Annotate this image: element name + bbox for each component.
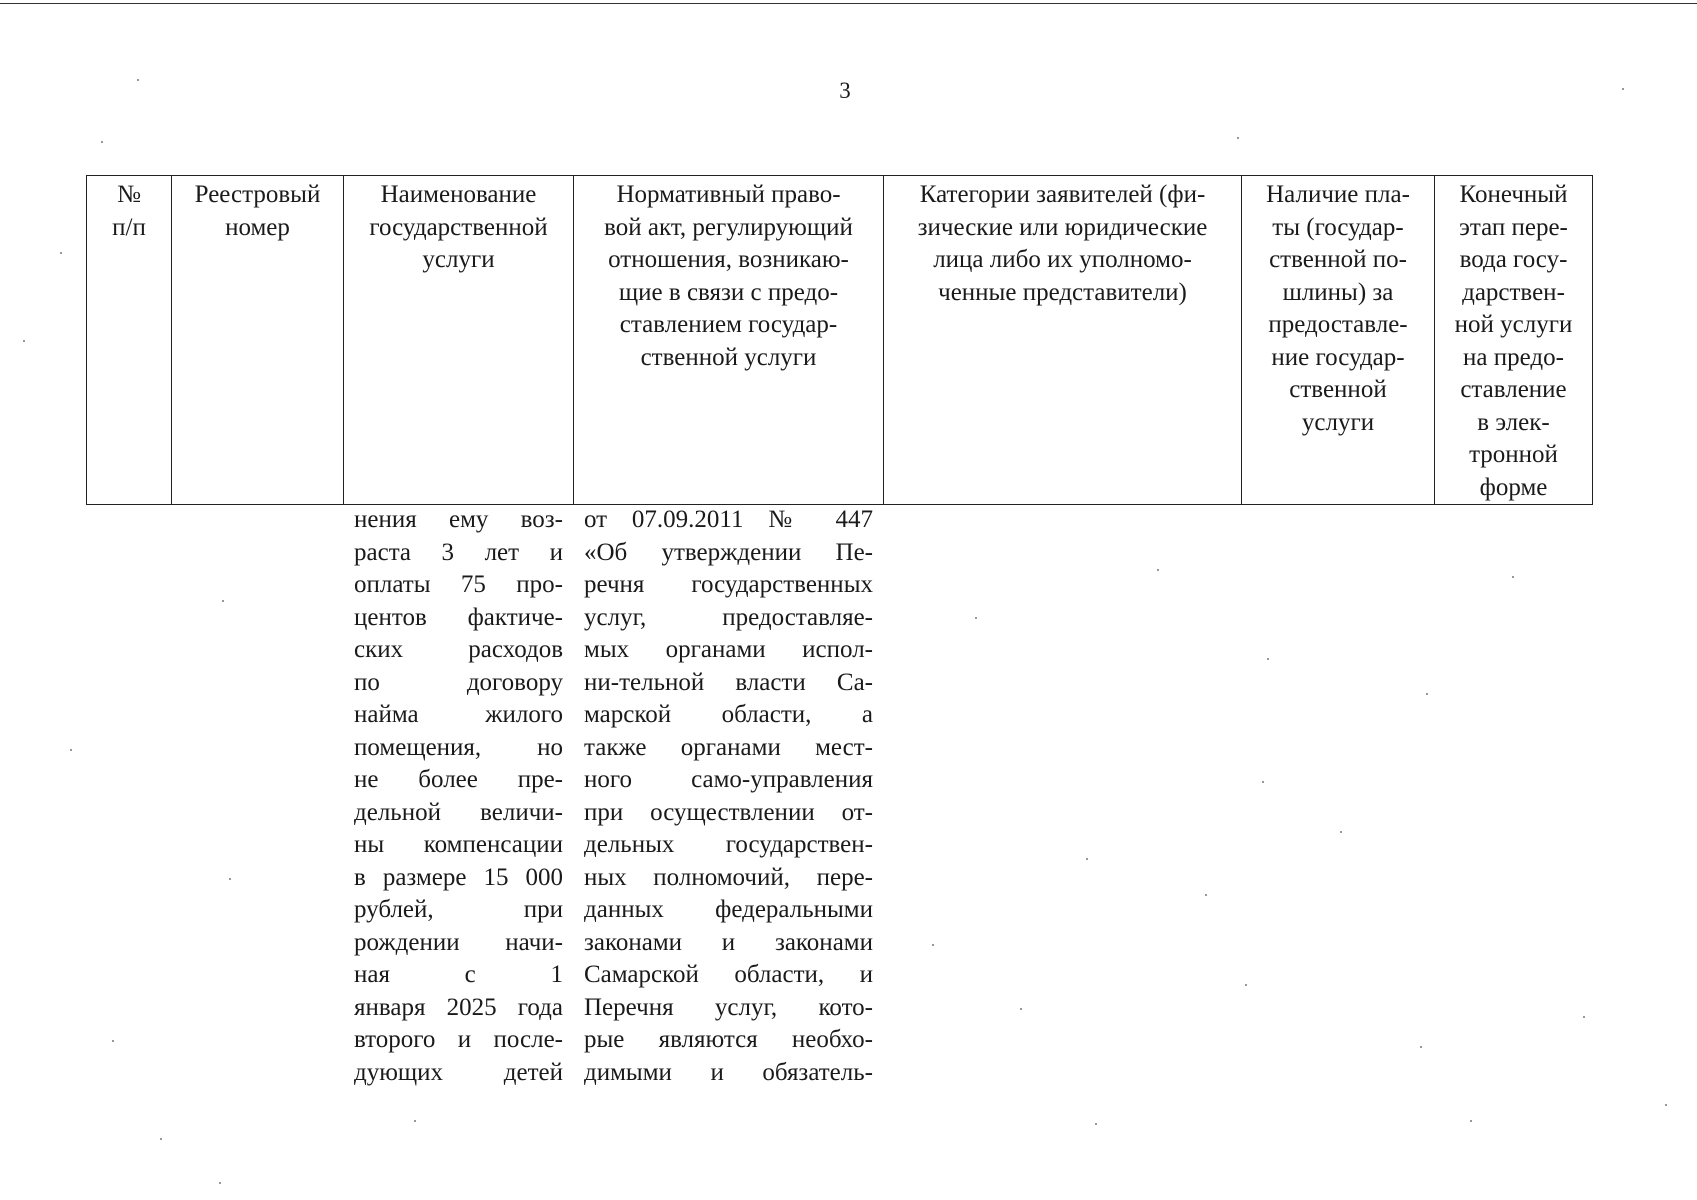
- header-line: лица либо их уполномо-: [933, 246, 1192, 273]
- header-line: ственной услуги: [640, 343, 817, 371]
- header-line: Категории заявителей (фи-: [919, 181, 1206, 208]
- legal-act-continuation: [584, 504, 873, 1089]
- text-line: оплаты 75 про-: [354, 571, 563, 598]
- header-number: [87, 176, 172, 505]
- scan-speck: [101, 141, 103, 143]
- text-line: второго и после-: [354, 1026, 563, 1053]
- header-line: вода госу-: [1459, 246, 1568, 273]
- header-line: ставление: [1460, 376, 1567, 403]
- scan-speck: [1583, 1016, 1585, 1018]
- registry-table: [86, 175, 1593, 505]
- scan-speck: [1095, 1123, 1097, 1125]
- header-line: Конечный: [1459, 181, 1568, 208]
- scan-speck: [1622, 88, 1624, 90]
- page-number: 3: [839, 78, 851, 103]
- scan-speck: [160, 1138, 162, 1140]
- text-line: рождении начи-: [354, 928, 563, 956]
- header-fee: [1242, 176, 1435, 505]
- header-line: тронной: [1469, 441, 1558, 468]
- header-line: щие в связи с предо-: [618, 278, 839, 306]
- header-line: государственной: [369, 213, 548, 241]
- text-line: димыми и обязатель-: [584, 1058, 873, 1086]
- scan-speck: [932, 944, 934, 946]
- header-line: дарствен-: [1462, 278, 1565, 306]
- text-line: мых органами испол-: [584, 636, 873, 663]
- header-line: зические или юридические: [917, 213, 1208, 241]
- text-line: ни-тельной власти Са-: [584, 668, 873, 696]
- scan-speck: [1340, 831, 1342, 833]
- header-registry-number: [172, 176, 344, 505]
- scan-speck: [219, 1182, 221, 1184]
- scan-speck: [1086, 858, 1088, 860]
- text-line: «Об утверждении Пе-: [584, 538, 873, 566]
- scan-speck: [1245, 984, 1247, 986]
- header-service-name: [344, 176, 574, 505]
- text-line: рые являются необхо-: [584, 1026, 873, 1053]
- header-line: этап пере-: [1459, 213, 1568, 241]
- text-line: дельных государствен-: [584, 831, 873, 858]
- scan-speck: [1157, 569, 1159, 571]
- text-line: центов фактиче-: [354, 603, 563, 631]
- scan-speck: [112, 1040, 114, 1042]
- text-line: нения ему воз-: [354, 506, 563, 533]
- header-line: Наименование: [380, 181, 537, 208]
- text-line: ны компенсации: [354, 831, 563, 858]
- header-line: в элек-: [1477, 408, 1550, 436]
- text-line: услуг, предоставляе-: [584, 603, 873, 631]
- scan-speck: [1470, 1120, 1472, 1122]
- top-rule: [0, 3, 1697, 4]
- text-line: речня государственных: [584, 571, 873, 598]
- header-line: ственной по-: [1269, 246, 1407, 273]
- text-line: от 07.09.2011 № 447: [584, 506, 873, 533]
- text-line: раста 3 лет и: [354, 538, 563, 566]
- text-line: по договору: [354, 668, 563, 696]
- scan-speck: [70, 749, 72, 751]
- header-line: ты (государ-: [1272, 213, 1404, 241]
- scan-speck: [1205, 894, 1207, 896]
- header-line: Реестровый: [194, 181, 321, 208]
- scan-speck: [1420, 1046, 1422, 1048]
- text-line: при осуществлении от-: [584, 798, 873, 826]
- text-line: данных федеральными: [584, 896, 873, 923]
- table-header-row: [87, 176, 1593, 505]
- scan-speck: [975, 617, 977, 619]
- text-line: ная с 1: [354, 961, 563, 988]
- scan-speck: [1267, 658, 1269, 660]
- header-line: отношения, возникаю-: [608, 246, 849, 273]
- header-line: шлины) за: [1282, 278, 1394, 306]
- text-line: марской области, а: [584, 701, 873, 728]
- scan-speck: [137, 79, 139, 81]
- text-line: дельной величи-: [354, 798, 563, 826]
- header-final-stage: [1435, 176, 1593, 505]
- header-line: Нормативный право-: [616, 181, 841, 208]
- header-line: ставлением государ-: [619, 311, 838, 338]
- scan-speck: [414, 1120, 416, 1122]
- service-name-continuation: [354, 504, 563, 1089]
- scan-speck: [1020, 1008, 1022, 1010]
- header-line: услуги: [1301, 408, 1375, 436]
- header-line: услуги: [422, 246, 495, 273]
- header-line: форме: [1479, 473, 1548, 501]
- header-line: ственной: [1289, 376, 1387, 403]
- text-line: помещения, но: [354, 733, 563, 761]
- text-line: в размере 15 000: [354, 863, 563, 891]
- header-line: на предо-: [1463, 343, 1564, 371]
- scan-speck: [1426, 693, 1428, 695]
- scan-speck: [1237, 137, 1239, 139]
- text-line: ного само-управления: [584, 766, 873, 793]
- header-line: Наличие пла-: [1266, 181, 1410, 208]
- text-line: января 2025 года: [354, 993, 563, 1021]
- text-line: найма жилого: [354, 701, 563, 728]
- text-line: дующих детей: [354, 1058, 563, 1086]
- scan-speck: [222, 600, 224, 602]
- header-line: п/п: [112, 213, 146, 241]
- text-line: ских расходов: [354, 636, 563, 663]
- header-line: №: [117, 181, 141, 208]
- scan-speck: [60, 252, 62, 254]
- header-legal-act: [574, 176, 884, 505]
- header-line: предоставле-: [1268, 311, 1408, 338]
- text-line: не более пре-: [354, 766, 563, 793]
- header-line: вой акт, регулирующий: [604, 213, 853, 241]
- header-line: ной услуги: [1454, 311, 1573, 338]
- header-line: номер: [225, 213, 290, 241]
- scan-speck: [1512, 576, 1514, 578]
- header-applicant-categories: [884, 176, 1242, 505]
- scan-speck: [23, 340, 25, 342]
- scan-speck: [229, 878, 231, 880]
- text-line: ных полномочий, пере-: [584, 863, 873, 891]
- text-line: законами и законами: [584, 928, 873, 956]
- scan-speck: [1665, 1104, 1667, 1106]
- scan-speck: [1262, 781, 1264, 783]
- header-line: ние государ-: [1271, 343, 1405, 371]
- header-line: ченные представители): [938, 278, 1187, 306]
- text-line: рублей, при: [354, 896, 563, 923]
- text-line: Самарской области, и: [584, 961, 873, 988]
- text-line: Перечня услуг, кото-: [584, 993, 873, 1021]
- text-line: также органами мест-: [584, 733, 873, 761]
